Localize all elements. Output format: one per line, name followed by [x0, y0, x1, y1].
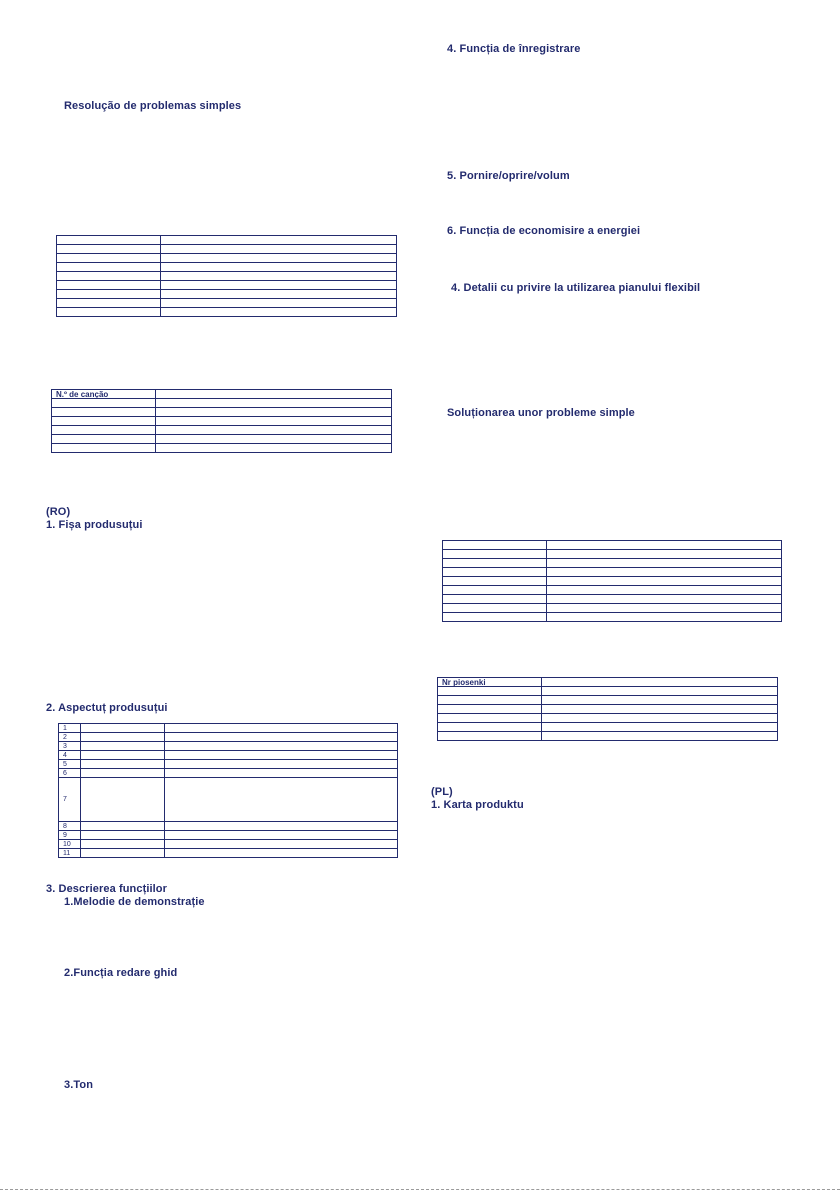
table-cell	[52, 444, 156, 453]
table-cell	[57, 236, 161, 245]
table-row	[57, 290, 397, 299]
table-row	[52, 426, 392, 435]
table-row	[443, 586, 782, 595]
table-row	[57, 299, 397, 308]
table-cell	[542, 732, 778, 741]
table-cell	[57, 299, 161, 308]
heading-pl-product-sheet: 1. Karta produktu	[431, 799, 524, 811]
table-row	[438, 732, 778, 741]
table-row	[57, 281, 397, 290]
heading-pl-lang: (PL)	[431, 786, 453, 798]
heading-ro-product-sheet: 1. Fișa produsuțui	[46, 519, 143, 531]
table-cell	[443, 613, 547, 622]
table-row	[52, 444, 392, 453]
table-cell	[165, 751, 398, 760]
table-cell	[438, 723, 542, 732]
table-header-row	[52, 390, 392, 399]
table-row	[443, 613, 782, 622]
table-cell	[57, 245, 161, 254]
table-row	[438, 696, 778, 705]
table-cell	[161, 254, 397, 263]
part-number-cell: 10	[59, 840, 81, 849]
part-number-cell: 7	[59, 778, 81, 822]
heading-ro-energy: 6. Funcția de economisire a energiei	[447, 225, 641, 237]
table-cell	[161, 281, 397, 290]
table-cell	[81, 778, 165, 822]
table-cell	[443, 541, 547, 550]
table-cell	[81, 831, 165, 840]
table-row	[59, 769, 398, 778]
pt-spec-table	[56, 235, 397, 317]
table-row	[57, 308, 397, 317]
table-cell	[52, 399, 156, 408]
table-cell	[161, 245, 397, 254]
table-cell	[81, 769, 165, 778]
table-header-cell: N.º de canção	[52, 390, 156, 399]
table-cell	[443, 586, 547, 595]
heading-ro-lang: (RO)	[46, 506, 71, 518]
table-cell	[165, 849, 398, 858]
ro-parts-table	[58, 723, 398, 858]
table-row	[52, 435, 392, 444]
table-cell	[161, 272, 397, 281]
table-row	[438, 714, 778, 723]
part-number-cell: 11	[59, 849, 81, 858]
table-row	[57, 236, 397, 245]
table-cell	[156, 408, 392, 417]
table-cell	[52, 417, 156, 426]
part-number-cell: 5	[59, 760, 81, 769]
table-row	[59, 724, 398, 733]
heading-pt-troubleshooting: Resolução de problemas simples	[64, 100, 242, 112]
table-cell	[57, 290, 161, 299]
table-cell	[547, 613, 782, 622]
table-cell	[161, 263, 397, 272]
table-cell	[57, 254, 161, 263]
table-cell	[52, 426, 156, 435]
table-cell	[57, 272, 161, 281]
part-number-cell: 1	[59, 724, 81, 733]
table-cell	[52, 408, 156, 417]
table-row	[443, 541, 782, 550]
table-cell	[438, 687, 542, 696]
table-cell	[547, 595, 782, 604]
table-cell	[547, 568, 782, 577]
table-row	[59, 778, 398, 822]
table-row	[59, 760, 398, 769]
heading-ro-flexible: 4. Detalii cu privire la utilizarea pianului flexibil	[451, 282, 701, 294]
table-cell	[165, 733, 398, 742]
table-row	[443, 595, 782, 604]
table-cell	[81, 822, 165, 831]
table-row	[59, 849, 398, 858]
table-row	[57, 263, 397, 272]
table-row	[59, 742, 398, 751]
table-row	[57, 254, 397, 263]
table-cell	[165, 822, 398, 831]
table-cell	[161, 236, 397, 245]
table-row	[438, 687, 778, 696]
part-number-cell: 2	[59, 733, 81, 742]
table-header-cell: Nr piosenki	[438, 678, 542, 687]
table-cell	[161, 308, 397, 317]
table-cell	[165, 724, 398, 733]
table-cell	[156, 444, 392, 453]
table-cell	[443, 550, 547, 559]
table-cell	[443, 604, 547, 613]
table-cell	[57, 281, 161, 290]
table-cell	[156, 426, 392, 435]
part-number-cell: 6	[59, 769, 81, 778]
table-cell	[57, 263, 161, 272]
heading-ro-troubleshooting: Soluționarea unor probleme simple	[447, 407, 635, 419]
table-cell	[81, 742, 165, 751]
table-cell	[81, 849, 165, 858]
heading-ro-recording: 4. Funcția de înregistrare	[447, 43, 581, 55]
table-cell	[443, 595, 547, 604]
table-cell	[165, 778, 398, 822]
table-cell	[165, 760, 398, 769]
table-row	[57, 245, 397, 254]
table-cell	[547, 604, 782, 613]
table-row	[438, 705, 778, 714]
table-cell	[438, 705, 542, 714]
table-cell	[438, 732, 542, 741]
table-row	[57, 272, 397, 281]
table-header-row	[438, 678, 778, 687]
heading-ro-description: 3. Descrierea funcțiilor	[46, 883, 168, 895]
table-cell	[443, 568, 547, 577]
table-row	[59, 822, 398, 831]
table-row	[443, 568, 782, 577]
table-cell	[165, 742, 398, 751]
ro-parts-table-body	[59, 724, 398, 858]
table-cell	[165, 840, 398, 849]
table-row	[443, 604, 782, 613]
table-row	[443, 550, 782, 559]
table-cell	[161, 290, 397, 299]
table-cell	[542, 705, 778, 714]
table-row	[443, 559, 782, 568]
table-cell	[81, 733, 165, 742]
table-row	[59, 831, 398, 840]
heading-ro-demo: 1.Melodie de demonstrație	[64, 896, 205, 908]
table-cell	[547, 550, 782, 559]
table-cell	[156, 435, 392, 444]
ro-songs-table-body	[438, 678, 778, 741]
table-row	[438, 723, 778, 732]
table-cell	[52, 435, 156, 444]
heading-ro-appearance: 2. Aspectuț produsuțui	[46, 702, 168, 714]
table-cell	[81, 751, 165, 760]
table-cell	[156, 417, 392, 426]
pt-songs-table-body	[52, 390, 392, 453]
table-cell	[57, 308, 161, 317]
table-cell	[161, 299, 397, 308]
table-cell	[156, 390, 392, 399]
table-row	[59, 751, 398, 760]
table-row	[59, 733, 398, 742]
table-cell	[547, 577, 782, 586]
pt-spec-table-body	[57, 236, 397, 317]
ro-spec-table-body	[443, 541, 782, 622]
table-cell	[81, 724, 165, 733]
table-cell	[547, 586, 782, 595]
table-cell	[165, 831, 398, 840]
part-number-cell: 8	[59, 822, 81, 831]
ro-songs-table	[437, 677, 778, 741]
table-cell	[542, 723, 778, 732]
part-number-cell: 9	[59, 831, 81, 840]
heading-ro-power: 5. Pornire/oprire/volum	[447, 170, 570, 182]
table-row	[59, 840, 398, 849]
part-number-cell: 3	[59, 742, 81, 751]
table-row	[52, 408, 392, 417]
heading-ro-guide: 2.Funcția redare ghid	[64, 967, 178, 979]
table-row	[52, 417, 392, 426]
table-cell	[542, 678, 778, 687]
table-cell	[542, 696, 778, 705]
table-cell	[156, 399, 392, 408]
table-row	[52, 399, 392, 408]
table-cell	[165, 769, 398, 778]
heading-ro-tone: 3.Ton	[64, 1079, 94, 1091]
table-cell	[547, 559, 782, 568]
table-cell	[81, 840, 165, 849]
table-cell	[81, 760, 165, 769]
table-cell	[542, 714, 778, 723]
table-row	[443, 577, 782, 586]
table-cell	[542, 687, 778, 696]
table-cell	[443, 577, 547, 586]
part-number-cell: 4	[59, 751, 81, 760]
table-cell	[438, 714, 542, 723]
table-cell	[547, 541, 782, 550]
table-cell	[438, 696, 542, 705]
cut-line	[0, 1189, 840, 1190]
pt-songs-table	[51, 389, 392, 453]
ro-spec-table	[442, 540, 782, 622]
table-cell	[443, 559, 547, 568]
